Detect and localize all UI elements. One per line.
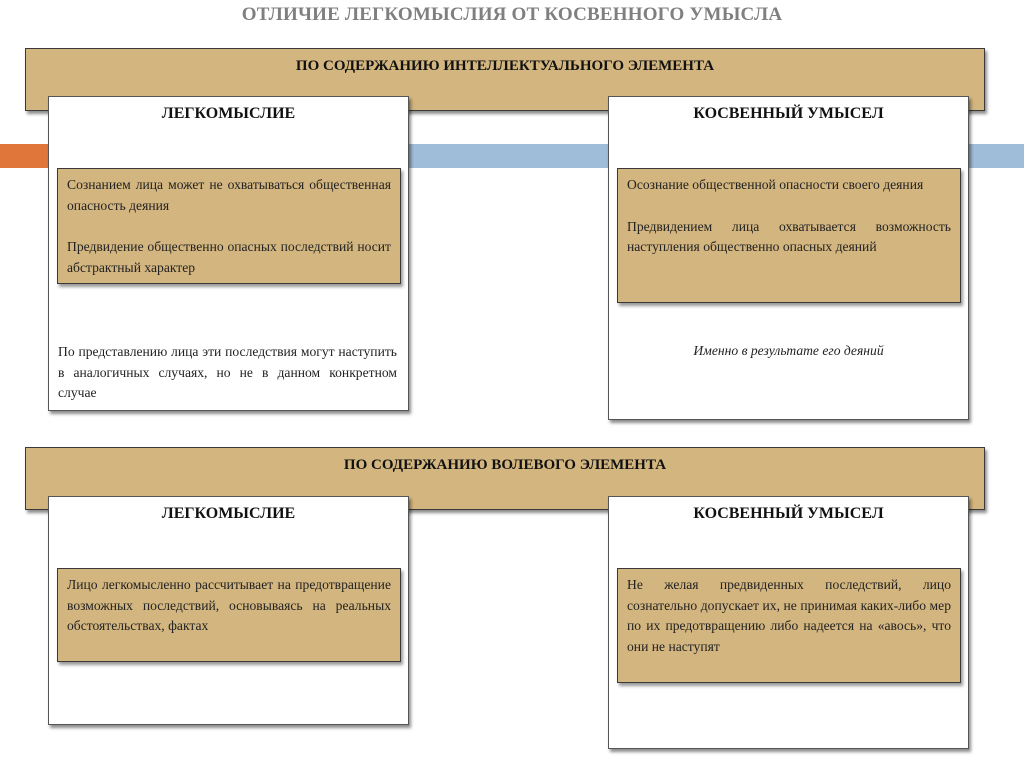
accent-stripe-blue-middle: [408, 144, 608, 168]
accent-stripe-orange: [0, 144, 48, 168]
volitional-frivolity-card: [48, 496, 409, 725]
intellectual-indirect-intent-text-1: Осознание общественной опасности своего деяния: [627, 177, 924, 192]
intellectual-indirect-intent-box: [617, 168, 961, 303]
intellectual-frivolity-text-2: Предвидение общественно опасных последствий носит абстрактный характер: [67, 239, 391, 275]
accent-stripe-blue-right: [968, 144, 1024, 168]
volitional-element-heading: ПО СОДЕРЖАНИЮ ВОЛЕВОГО ЭЛЕМЕНТА: [343, 457, 667, 473]
volitional-indirect-intent-box: [617, 568, 961, 683]
intellectual-frivolity-box: [57, 168, 401, 284]
intellectual-indirect-intent-note: Именно в результате его деяний: [693, 343, 884, 358]
intellectual-frivolity-heading: ЛЕГКОМЫСЛИЕ: [161, 105, 296, 122]
volitional-indirect-intent-text: Не желая предвиденных последствий, лицо сознательно допускает их, не принимая каких-либо мер по их предотвращению либо надеется на «авось», что они не наступят: [627, 577, 951, 654]
intellectual-element-heading: ПО СОДЕРЖАНИЮ ИНТЕЛЛЕКТУАЛЬНОГО ЭЛЕМЕНТА: [295, 58, 715, 74]
intellectual-frivolity-card: [48, 96, 409, 411]
intellectual-indirect-intent-text-2: Предвидением лица охватывается возможность наступления общественно опасных деяний: [627, 218, 951, 254]
intellectual-indirect-intent-heading: КОСВЕННЫЙ УМЫСЕЛ: [693, 105, 884, 122]
volitional-frivolity-box: [57, 568, 401, 662]
volitional-frivolity-heading: ЛЕГКОМЫСЛИЕ: [161, 505, 296, 522]
volitional-frivolity-text: Лицо легкомысленно рассчитывает на предотвращение возможных последствий, основываясь на реальных обстоятельствах, фактах: [67, 577, 391, 633]
intellectual-frivolity-note: По представлению лица эти последствия могут наступить в аналогичных случаях, но не в данном конкретном случае: [58, 344, 397, 400]
intellectual-indirect-intent-card: [608, 96, 969, 420]
page-title: ОТЛИЧИЕ ЛЕГКОМЫСЛИЯ ОТ КОСВЕННОГО УМЫСЛА: [241, 4, 783, 25]
volitional-indirect-intent-card: [608, 496, 969, 749]
intellectual-frivolity-text-1: Сознанием лица может не охватываться общественная опасность деяния: [67, 177, 391, 213]
volitional-indirect-intent-heading: КОСВЕННЫЙ УМЫСЕЛ: [693, 505, 884, 522]
